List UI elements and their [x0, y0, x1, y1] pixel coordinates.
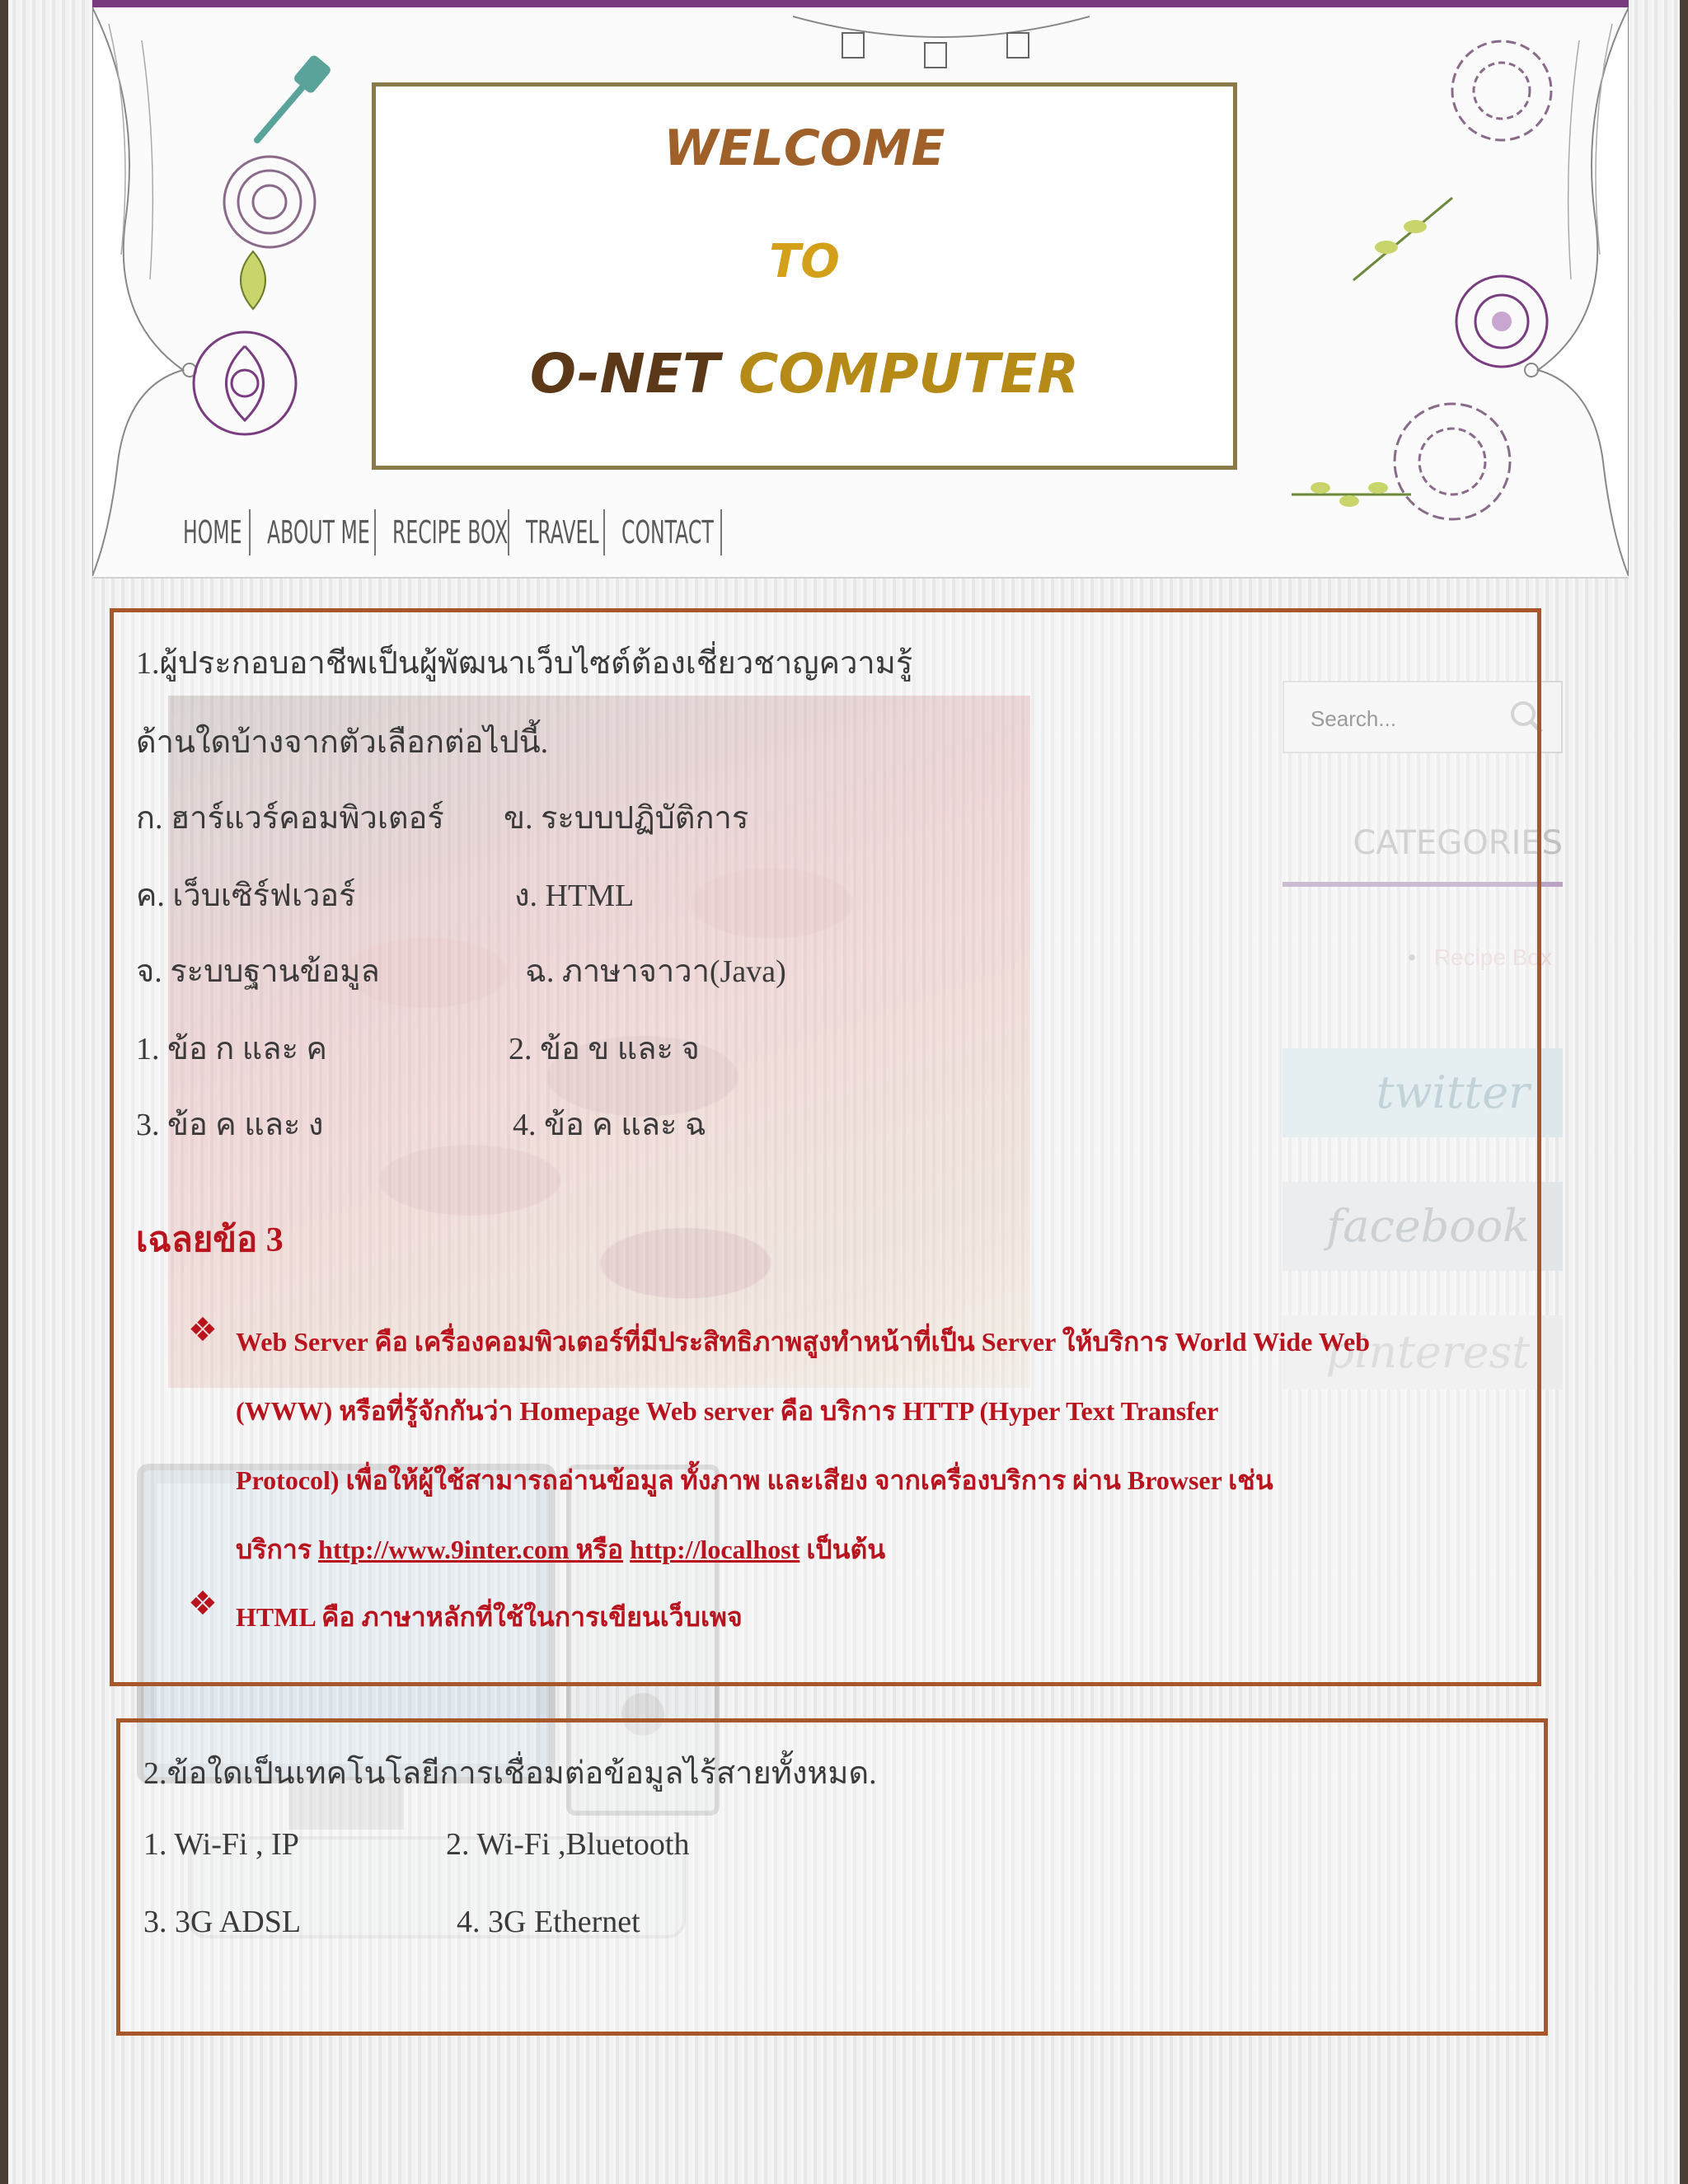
nav-divider	[720, 509, 722, 555]
page-border-right	[1680, 0, 1688, 2184]
sprig-icon	[1287, 470, 1419, 519]
explanation-1-line4-prefix: บริการ	[236, 1535, 319, 1564]
q2-option-3: 3. 3G ADSL	[143, 1905, 302, 1939]
answer-title: เฉลยข้อ 3	[136, 1221, 284, 1259]
question-2-box	[116, 1718, 1548, 2036]
leaf-icon	[228, 247, 278, 313]
nav-about-me[interactable]: ABOUT ME	[267, 514, 370, 551]
pinterest-button[interactable]: pinterest	[1282, 1315, 1563, 1390]
bullet-diamond-icon: ❖	[188, 1311, 218, 1349]
main-nav	[183, 509, 738, 555]
option-4: 4. ข้อ ค และ ฉ	[513, 1108, 706, 1142]
q2-option-2: 2. Wi-Fi ,Bluetooth	[446, 1827, 690, 1862]
rose-icon	[183, 321, 307, 445]
nav-travel[interactable]: TRAVEL	[526, 514, 599, 551]
site-title-onet: O-NET	[529, 342, 720, 405]
site-title	[376, 342, 1233, 405]
question-1-line1: 1.ผู้ประกอบอาชีพเป็นผู้พัฒนาเว็บไซต์ต้องเชี่ยวชาญความรู้	[136, 646, 913, 681]
link-9inter[interactable]: http://www.9inter.com หรือ	[318, 1535, 624, 1564]
string-lights-icon	[793, 8, 1090, 74]
explanation-1-line4-suffix: เป็นต้น	[799, 1535, 886, 1564]
link-localhost[interactable]: http://localhost	[630, 1535, 800, 1564]
explanation-1-line4	[236, 1529, 885, 1571]
purple-rose-icon	[1444, 264, 1559, 379]
to-heading: TO	[769, 235, 840, 288]
q2-option-1: 1. Wi-Fi , IP	[143, 1827, 299, 1862]
nav-contact[interactable]: CONTACT	[621, 514, 714, 551]
choice-ka: ก. ฮาร์แวร์คอมพิวเตอร์	[136, 801, 444, 836]
page-border-left	[0, 0, 8, 2184]
flower-icon	[216, 148, 323, 255]
nav-home[interactable]: HOME	[183, 514, 242, 551]
nav-divider	[508, 509, 509, 555]
option-3: 3. ข้อ ค และ ง	[136, 1108, 324, 1142]
header-top-line	[92, 0, 1629, 7]
explanation-1-line3: Protocol) เพื่อให้ผู้ใช้สามารถอ่านข้อมูล ทั้งภาพ และเสียง จากเครื่องบริการ ผ่าน Browser เช่น	[236, 1465, 1273, 1495]
welcome-box	[372, 82, 1237, 470]
question-1-line2: ด้านใดบ้างจากตัวเลือกต่อไปนี้.	[136, 725, 549, 760]
explanation-2: HTML คือ ภาษาหลักที่ใช้ในการเขียนเว็บเพจ	[236, 1602, 743, 1632]
option-1: 1. ข้อ ก และ ค	[136, 1032, 327, 1066]
question-1-box	[110, 608, 1541, 1686]
nav-divider	[603, 509, 605, 555]
categories-heading: CATEGORIES	[1353, 824, 1563, 862]
choice-kho: ข. ระบบปฏิบัติการ	[504, 801, 749, 836]
nav-divider	[249, 509, 251, 555]
nav-recipe-box[interactable]: RECIPE BOX	[392, 514, 509, 551]
nav-divider	[374, 509, 376, 555]
dahlia-icon	[1444, 33, 1559, 148]
header-banner	[92, 0, 1629, 579]
facebook-button[interactable]: facebook	[1282, 1182, 1563, 1271]
curtain-left	[92, 7, 199, 576]
site-title-computer: COMPUTER	[738, 342, 1080, 405]
welcome-heading: WELCOME	[663, 120, 945, 177]
choice-kho-khwai: ค. เว็บเซิร์ฟเวอร์	[136, 879, 356, 913]
spatula-icon	[241, 49, 340, 148]
option-2: 2. ข้อ ข และ จ	[509, 1032, 700, 1066]
twitter-button[interactable]: twitter	[1282, 1048, 1563, 1137]
choice-cho: จ. ระบบฐานข้อมูล	[136, 954, 380, 989]
explanation-1-line1: Web Server คือ เครื่องคอมพิวเตอร์ที่มีประสิทธิภาพสูงทำหน้าที่เป็น Server ให้บริการ World Wide Web	[236, 1327, 1371, 1357]
q2-option-4: 4. 3G Ethernet	[457, 1905, 640, 1939]
choice-ngo: ง. HTML	[514, 879, 635, 913]
question-2-text: 2.ข้อใดเป็นเทคโนโลยีการเชื่อมต่อข้อมูลไร้สายทั้งหมด.	[143, 1756, 877, 1791]
choice-chor: ฉ. ภาษาจาวา(Java)	[525, 954, 786, 989]
bullet-diamond-icon: ❖	[188, 1585, 218, 1623]
category-link-recipe-box[interactable]: • Recipe Box	[1408, 944, 1552, 971]
explanation-1-line2: (WWW) หรือที่รู้จักกันว่า Homepage Web server คือ บริการ HTTP (Hyper Text Transfer	[236, 1396, 1219, 1426]
herb-icon	[1345, 190, 1461, 288]
